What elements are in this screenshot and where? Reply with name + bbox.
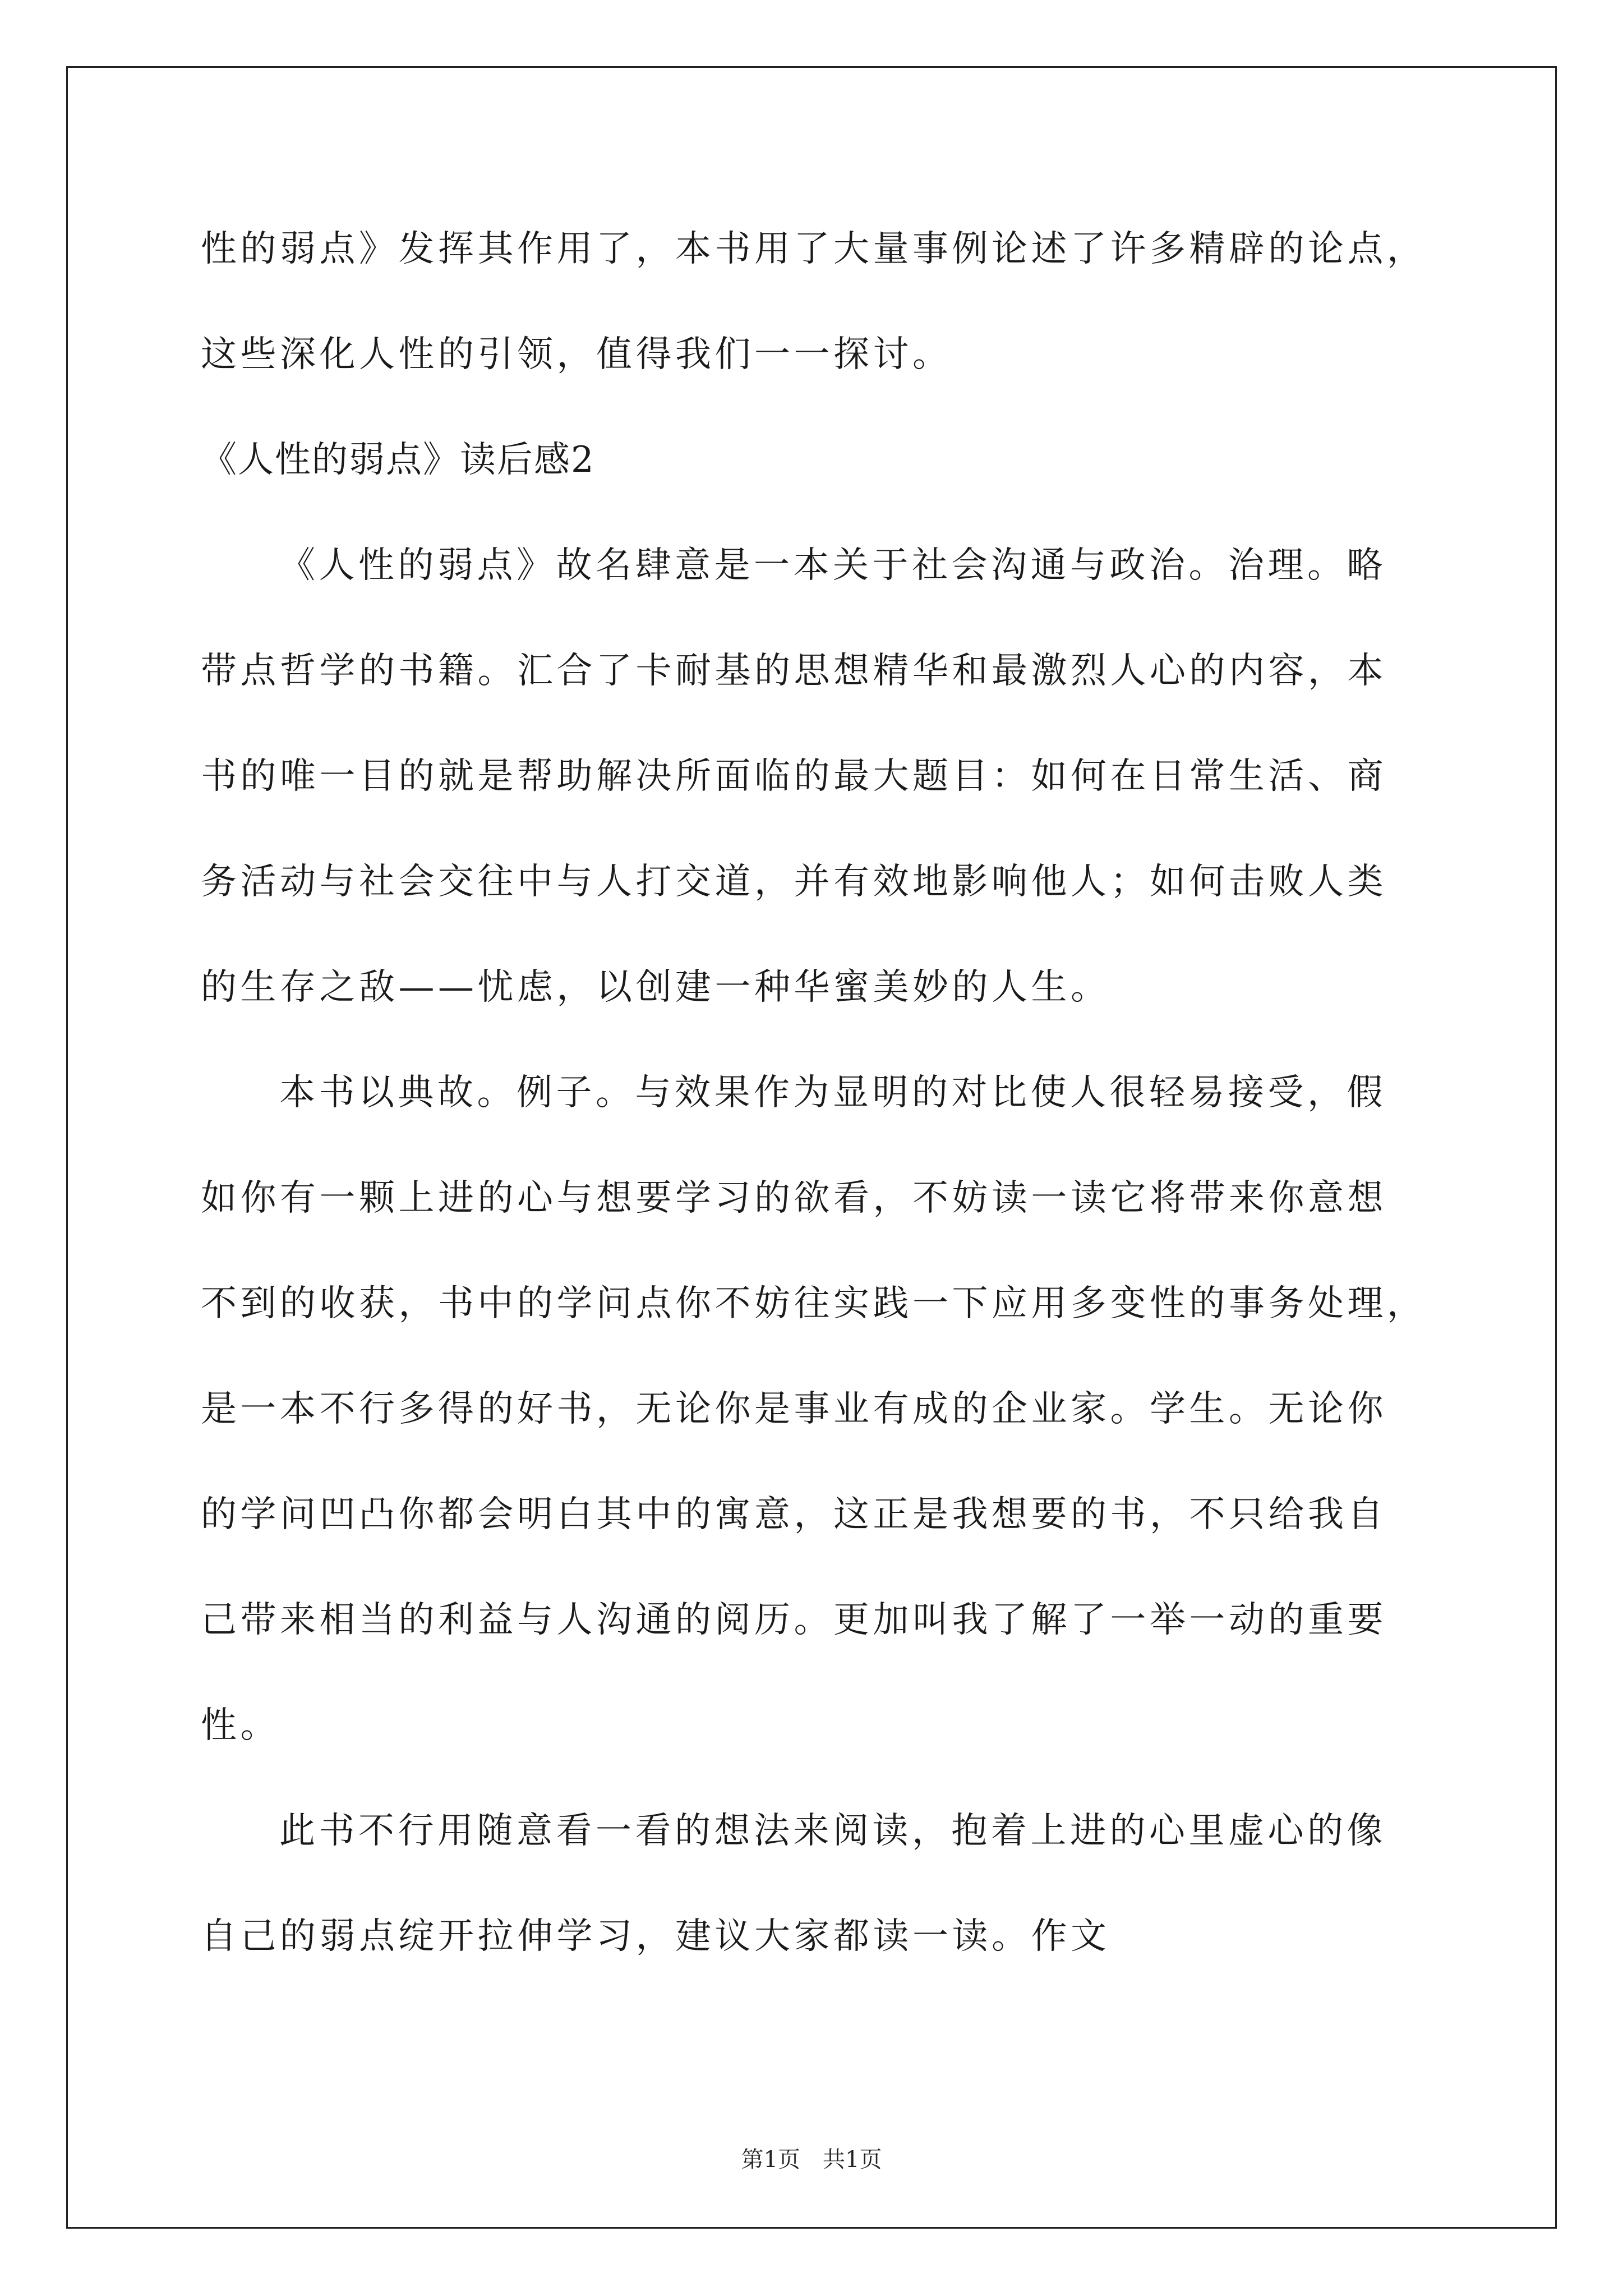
text-line: 性的弱点》发挥其作用了，本书用了大量事例论述了许多精辟的论点， bbox=[201, 228, 1427, 270]
text-line: 这些深化人性的引领，值得我们一一探讨。 bbox=[201, 334, 952, 375]
page-total: 共1页 bbox=[823, 2147, 882, 2173]
text-line: 自己的弱点绽开拉伸学习，建议大家都读一读。作文 bbox=[201, 1916, 1110, 1957]
section-heading: 《人性的弱点》读后感2 bbox=[201, 439, 595, 481]
text-line: 的学问凹凸你都会明白其中的寓意，这正是我想要的书，不只给我自 bbox=[201, 1494, 1387, 1535]
text-line: 性。 bbox=[201, 1705, 280, 1746]
text-line: 带点哲学的书籍。汇合了卡耐基的思想精华和最激烈人心的内容，本 bbox=[201, 650, 1387, 692]
text-line: 的生存之敌——忧虑，以创建一种华蜜美妙的人生。 bbox=[201, 967, 1110, 1008]
text-line: 《人性的弱点》故名肆意是一本关于社会沟通与政治。治理。略 bbox=[279, 545, 1386, 586]
page-number: 第1页 bbox=[741, 2147, 800, 2173]
text-line: 此书不行用随意看一看的想法来阅读，抱着上进的心里虚心的像 bbox=[279, 1810, 1386, 1852]
text-line: 如你有一颗上进的心与想要学习的欲看，不妨读一读它将带来你意想 bbox=[201, 1177, 1387, 1219]
text-line: 己带来相当的利益与人沟通的阅历。更加叫我了解了一举一动的重要 bbox=[201, 1599, 1387, 1641]
text-line: 是一本不行多得的好书，无论你是事业有成的企业家。学生。无论你 bbox=[201, 1388, 1387, 1430]
page-border bbox=[66, 66, 1557, 2229]
text-line: 本书以典故。例子。与效果作为显明的对比使人很轻易接受，假 bbox=[279, 1072, 1386, 1114]
text-line: 书的唯一目的就是帮助解决所面临的最大题目：如何在日常生活、商 bbox=[201, 756, 1387, 797]
text-line: 不到的收获，书中的学问点你不妨往实践一下应用多变性的事务处理， bbox=[201, 1283, 1427, 1324]
text-line: 务活动与社会交往中与人打交道，并有效地影响他人；如何击败人类 bbox=[201, 861, 1387, 903]
page-footer bbox=[0, 2148, 1623, 2171]
